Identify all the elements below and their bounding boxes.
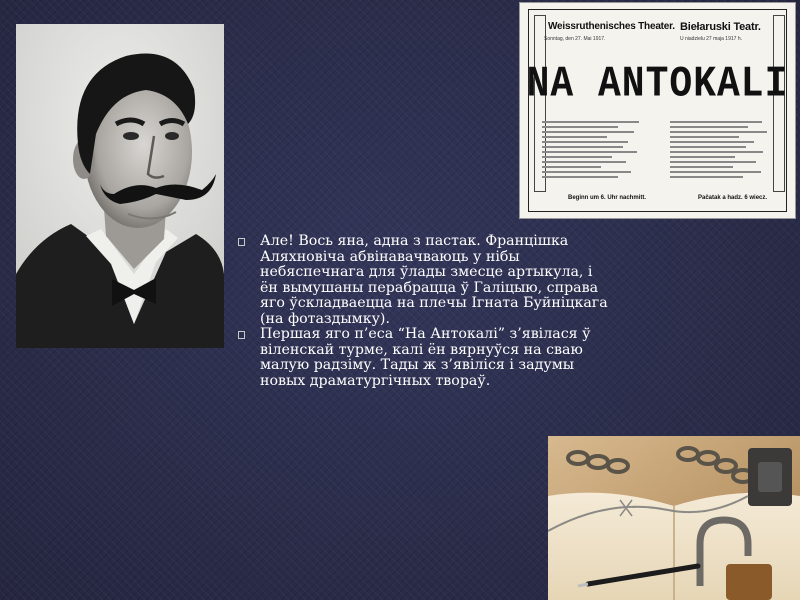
poster-title: NA ANTOKALI xyxy=(526,59,789,110)
paragraph-2-text: Першая яго п’еса “На Антокалі” з’явілася ў віленскай турме, калі ён вярнуўся на сваю малую радзіму. Тады ж з’явіліся і задумы новых драматургічных твораў. xyxy=(260,326,591,389)
paragraph-1 xyxy=(238,234,614,327)
slide-body-text xyxy=(238,234,614,389)
paragraph-1-text: Але! Вось яна, адна з пастак. Францішка Аляхновіча абвінавачваюць у нібы небяспечнага для ўлады змесце артыкула, і ён вымушаны перабрацца ў Галіцыю, справа яго ўскладваецца на плечы Ігната Буйніцкага (на фотаздымку). xyxy=(260,233,608,327)
theater-poster xyxy=(519,2,796,219)
poster-right-cast-list xyxy=(670,121,778,181)
poster-left-theater: Weissruthenisches Theater. xyxy=(548,21,675,32)
poster-right-date: U niadzielu 27 maja 1917 h. xyxy=(680,36,742,42)
poster-right-footer: Pačatak a hadz. 6 wiecz. xyxy=(698,195,768,201)
poster-left-date: Sonntag, den 27. Mai 1917. xyxy=(544,36,606,42)
portrait-photo xyxy=(16,24,224,348)
poster-right-theater: Biełaruski Teatr. xyxy=(680,21,761,33)
open-lock-image xyxy=(548,436,800,600)
paragraph-2 xyxy=(238,327,614,389)
poster-left-footer: Beginn um 6. Uhr nachmitt. xyxy=(568,195,647,201)
square-bullet-icon xyxy=(238,238,245,246)
portrait-image xyxy=(16,24,224,348)
poster-left-cast-list xyxy=(542,121,650,181)
square-bullet-icon xyxy=(238,331,245,339)
open-lock-photo xyxy=(548,436,800,600)
